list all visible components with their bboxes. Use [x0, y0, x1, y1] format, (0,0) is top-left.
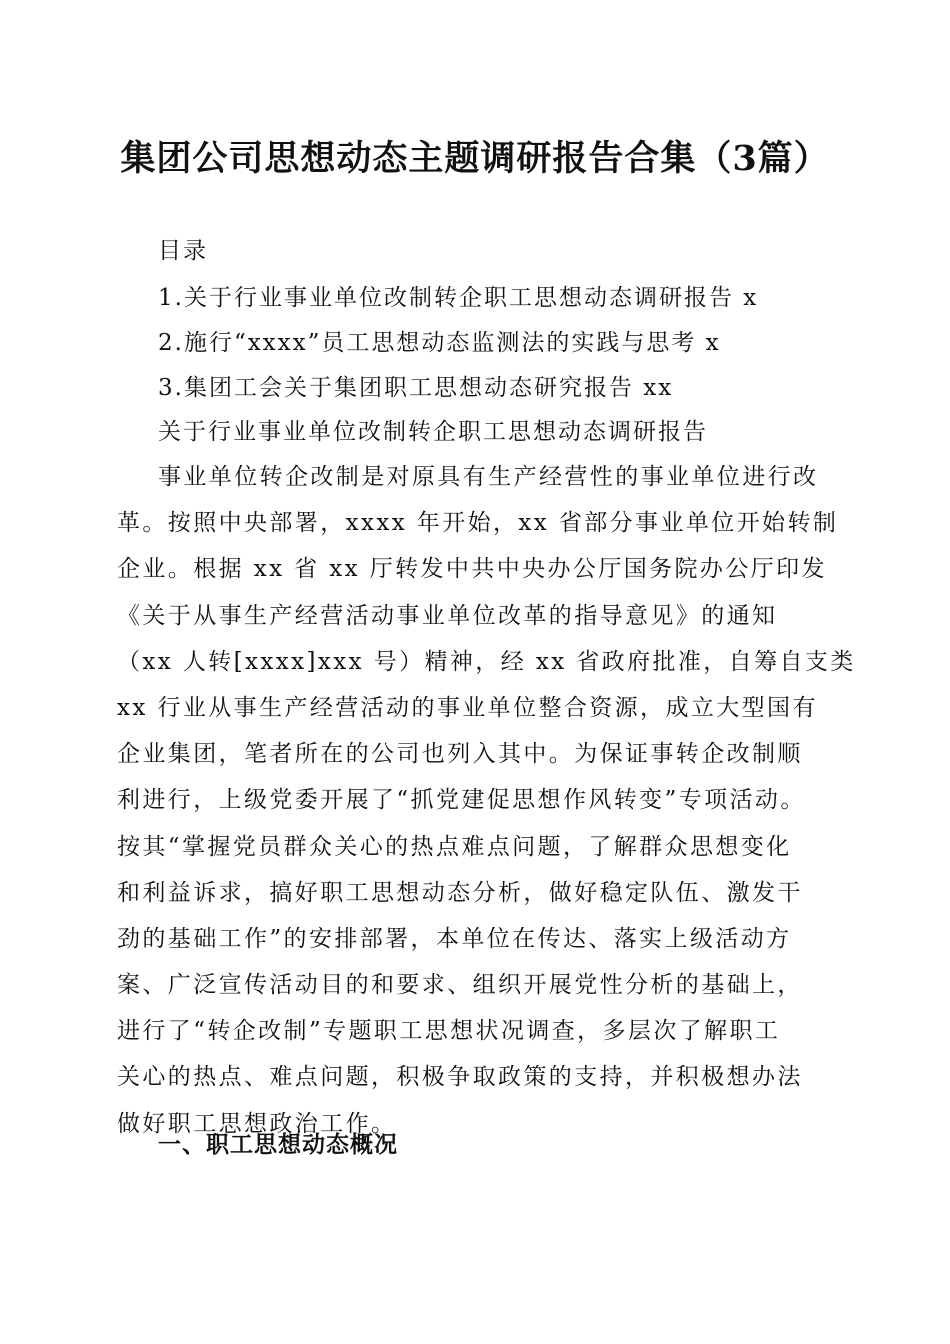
toc-item-1: 1.关于行业事业单位改制转企职工思想动态调研报告 x	[158, 285, 759, 311]
toc-item-2: 2.施行“xxxx”员工思想动态监测法的实践与思考 x	[158, 330, 721, 356]
paragraph-line: （xx 人转[xxxx]xxx 号）精神，经 xx 省政府批准，自筹自支类	[117, 648, 856, 675]
toc-item-3: 3.集团工会关于集团职工思想动态研究报告 xx	[158, 375, 674, 401]
paragraph-line: 做好职工思想政治工作。	[117, 1110, 397, 1137]
paragraph-line: 和利益诉求，搞好职工思想动态分析，做好稳定队伍、激发干	[117, 879, 803, 906]
paragraph-line: 企业集团，笔者所在的公司也列入其中。为保证事转企改制顺	[117, 741, 803, 768]
paragraph-line: 按其“掌握党员群众关心的热点难点问题，了解群众思想变化	[117, 833, 792, 860]
paragraph-line: 《关于从事生产经营活动事业单位改革的指导意见》的通知	[117, 602, 778, 629]
paragraph-line: 革。按照中央部署，xxxx 年开始，xx 省部分事业单位开始转制	[117, 510, 839, 537]
paragraph-line: 企业。根据 xx 省 xx 厅转发中共中央办公厅国务院办公厅印发	[117, 556, 827, 583]
body-paragraph	[117, 460, 857, 1153]
paragraph-line: 利进行，上级党委开展了“抓党建促思想作风转变”专项活动。	[117, 787, 806, 814]
document-title: 集团公司思想动态主题调研报告合集（3篇）	[120, 138, 830, 179]
paragraph-line: 进行了“转企改制”专题职工思想状况调查，多层次了解职工	[117, 1018, 781, 1045]
paragraph-line: 事业单位转企改制是对原具有生产经营性的事业单位进行改	[158, 464, 819, 490]
section-heading: 一、职工思想动态概况	[158, 1132, 398, 1158]
paragraph-line: 劲的基础工作”的安排部署，本单位在传达、落实上级活动方	[117, 925, 792, 952]
paragraph-line: 关心的热点、难点问题，积极争取政策的支持，并积极想办法	[117, 1064, 803, 1091]
toc-label: 目录	[158, 238, 208, 264]
article-title: 关于行业事业单位改制转企职工思想动态调研报告	[158, 419, 708, 445]
paragraph-line: xx 行业从事生产经营活动的事业单位整合资源，成立大型国有	[117, 694, 818, 721]
paragraph-line: 案、广泛宣传活动目的和要求、组织开展党性分析的基础上，	[117, 972, 803, 999]
